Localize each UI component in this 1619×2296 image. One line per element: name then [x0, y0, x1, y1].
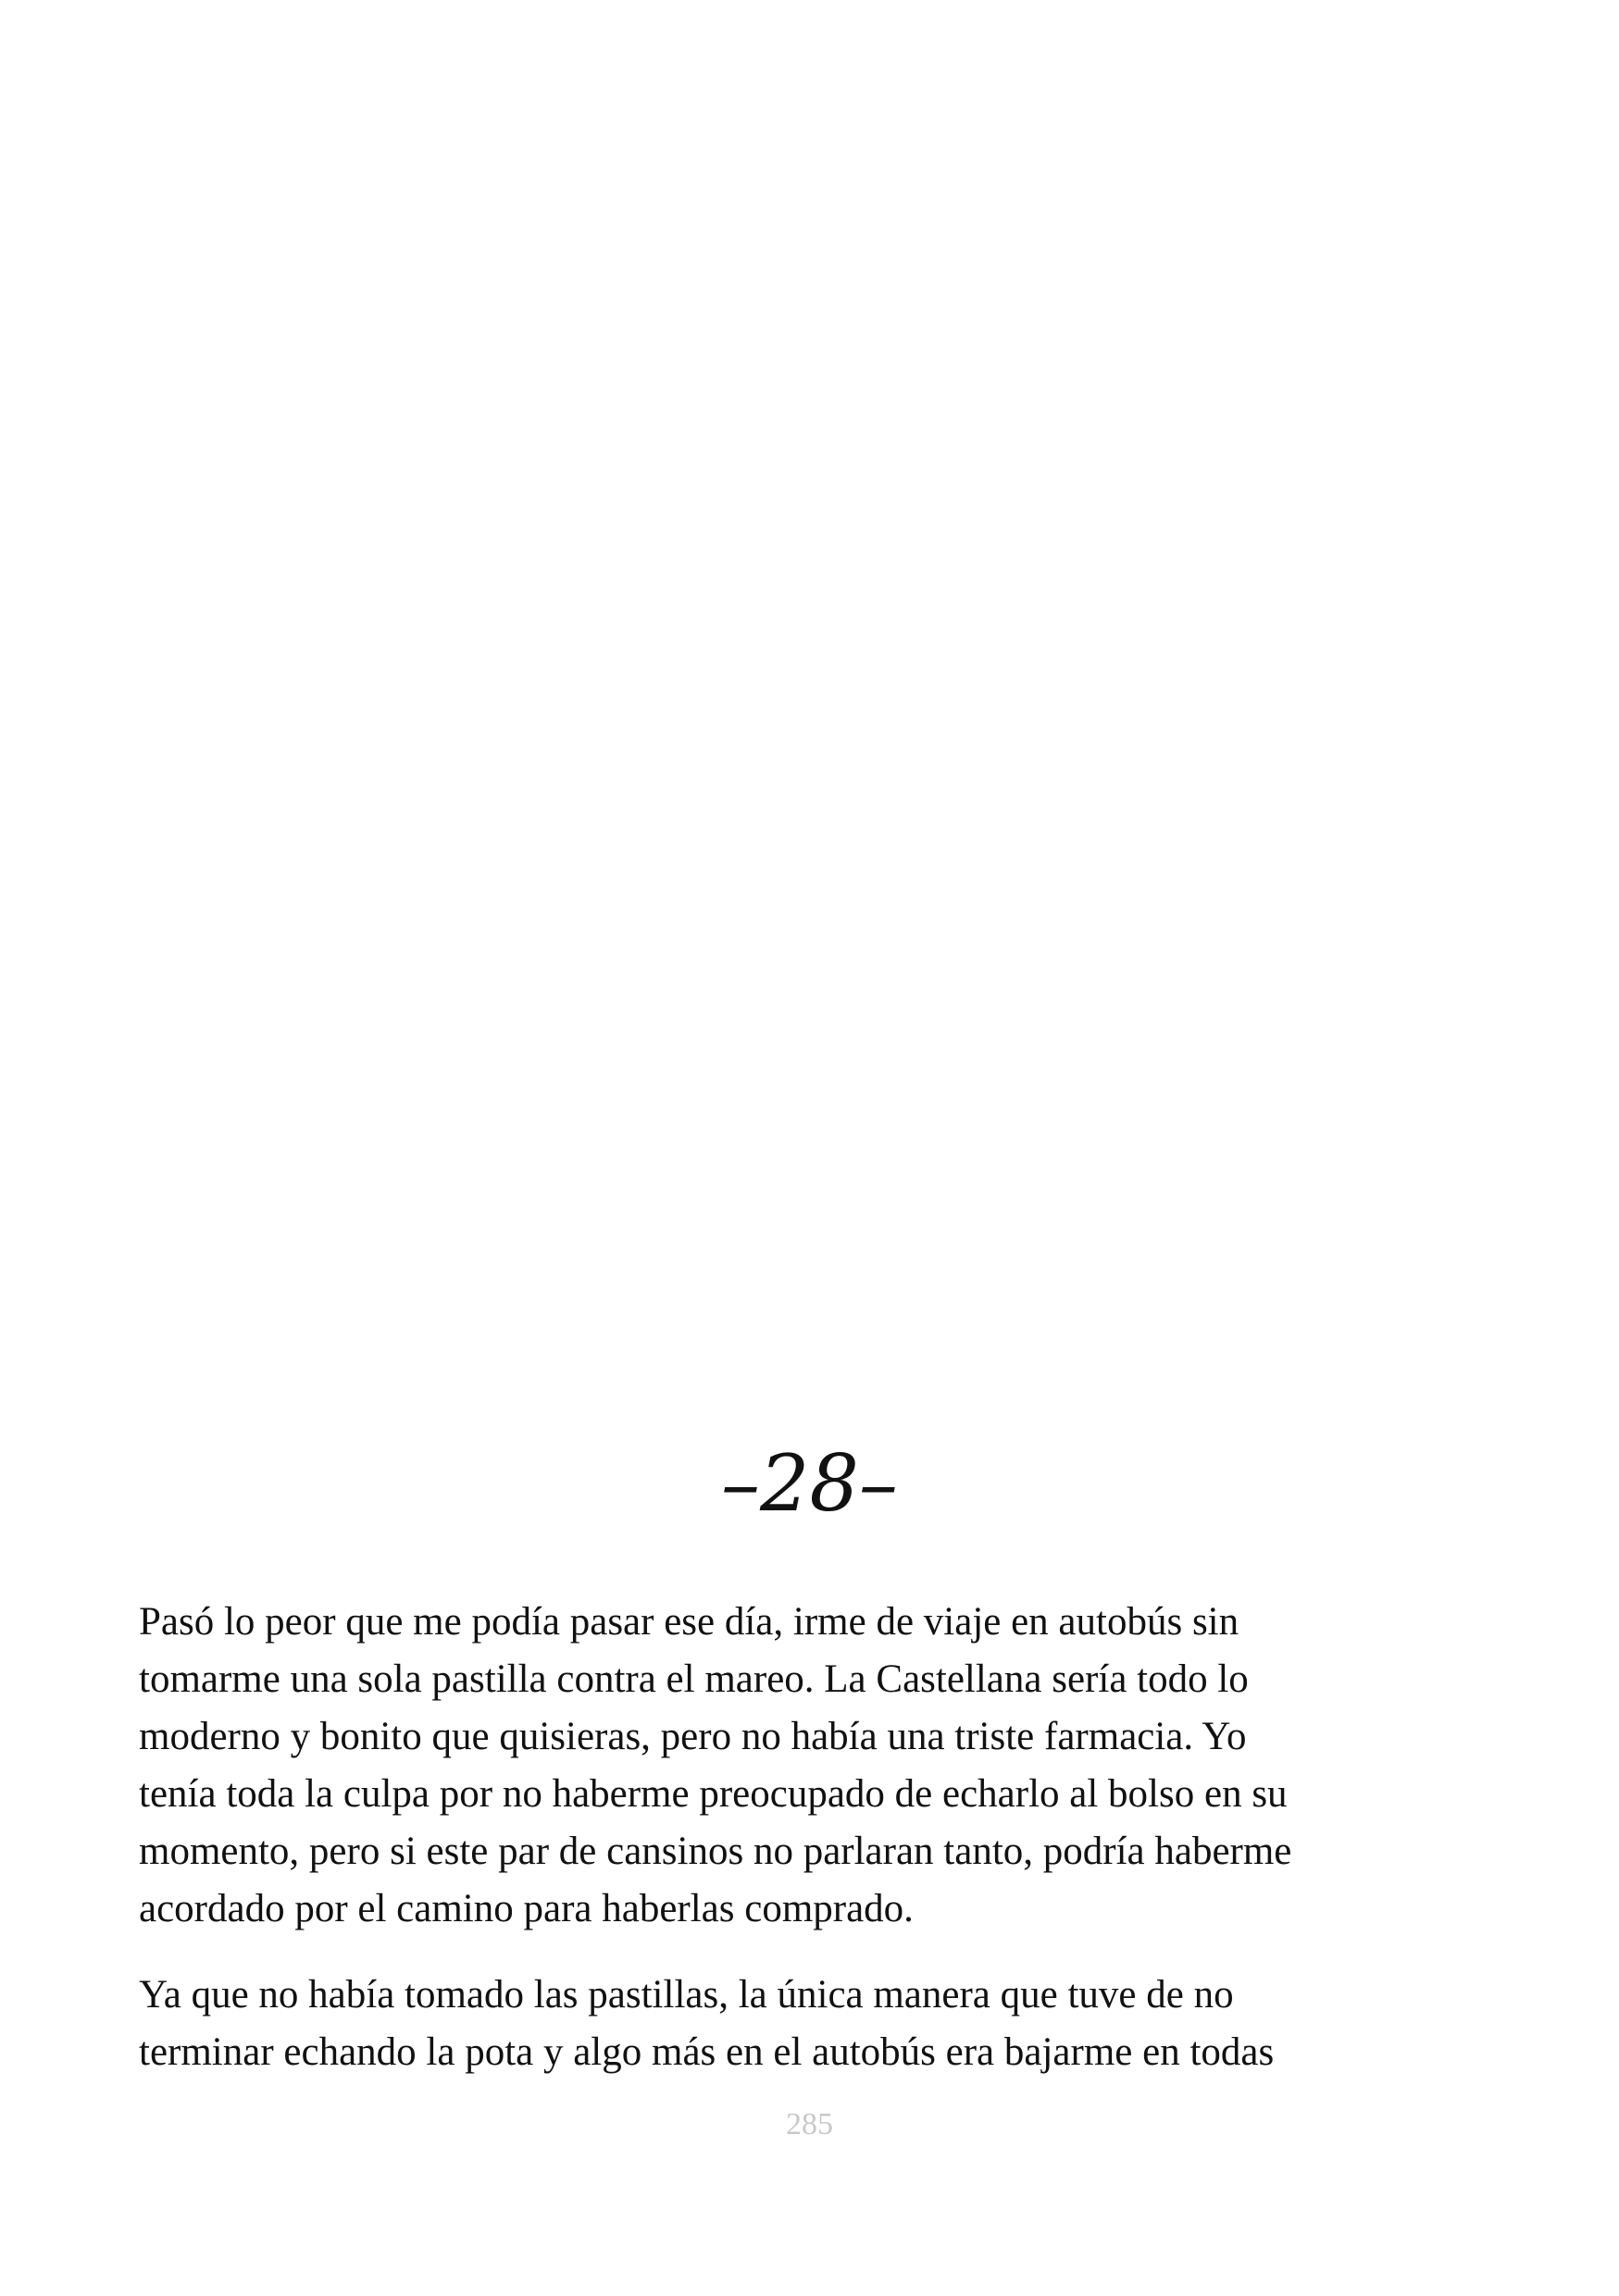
paragraph-1	[139, 1594, 1490, 1938]
text-line: terminar echando la pota y algo más en el autobús era bajarme en todas	[139, 2030, 1275, 2074]
page-number: 285	[786, 2107, 833, 2141]
paragraph-2	[139, 1967, 1490, 2081]
text-line: moderno y bonito que quisieras, pero no había una triste farmacia. Yo	[139, 1715, 1247, 1758]
text-line: acordado por el camino para haberlas comprado.	[139, 1887, 914, 1930]
chapter-title: –28–	[721, 1438, 898, 1529]
body-text	[139, 1594, 1490, 2110]
text-line: Pasó lo peor que me podía pasar ese día, irme de viaje en autobús sin	[139, 1600, 1239, 1644]
text-line: Ya que no había tomado las pastillas, la única manera que tuve de no	[139, 1973, 1234, 2017]
text-line: tenía toda la culpa por no haberme preocupado de echarlo al bolso en su	[139, 1772, 1288, 1816]
text-line: momento, pero si este par de cansinos no parlaran tanto, podría haberme	[139, 1830, 1292, 1873]
text-line: tomarme una sola pastilla contra el mareo. La Castellana sería todo lo	[139, 1657, 1249, 1701]
